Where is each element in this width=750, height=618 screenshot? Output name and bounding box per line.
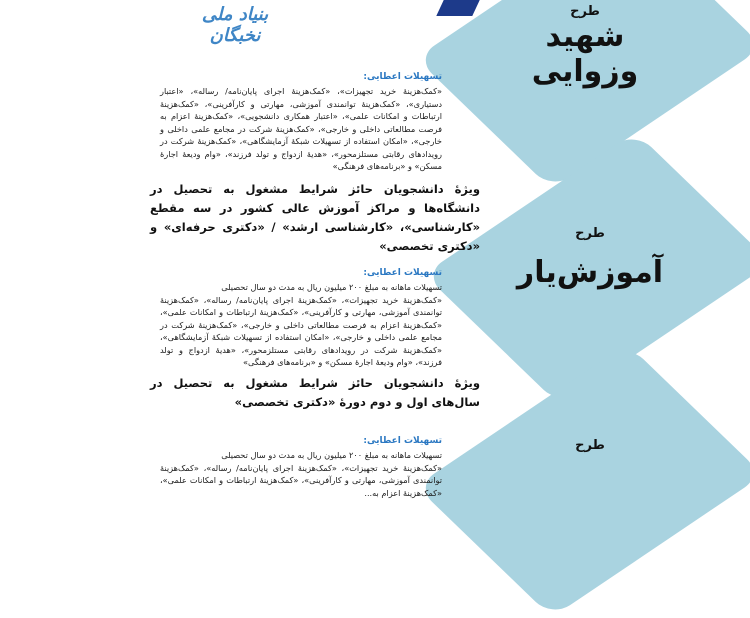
benefits-list: «کمک‌هزینهٔ خرید تجهیزات»، «کمک‌هزینهٔ اجرای پایان‌نامه/ رساله»، «کمک‌هزینهٔ توانمندی آموزشی، مهارتی و کارآفرینی»، «کمک‌هزینهٔ ارتباطات و امکانات علمی»، «کمک‌هزینهٔ اعزام به فرصت مطالعاتی داخلی و خارجی»، «کمک‌هزینهٔ شرکت در مجامع علمی داخلی و خارجی»، «امکان استفاده از تسهیلات شبکهٔ آزمایشگاهی»، «کمک‌هزینهٔ شرکت در رویدادهای رقابتی مستلزمحور»، «هدیهٔ ازدواج و تولد فرزند»، «وام ودیعهٔ اجارهٔ مسکن» و «برنامه‌های فرهنگی» [160, 294, 442, 367]
plan-2-label [505, 226, 675, 290]
plan-2-title: آموزش‌یار [516, 255, 664, 290]
corner-decoration [436, 0, 479, 16]
plan-1-title: شهید وزوایی [531, 19, 639, 89]
benefits-intro: تسهیلات ماهانه به مبلغ ۲۰۰ میلیون ریال به مدت دو سال تحصیلی [221, 282, 442, 292]
benefits-list: «کمک‌هزینهٔ خرید تجهیزات»، «کمک‌هزینهٔ اجرای پایان‌نامه/ رساله»، «اعتبار دستیاری»، «کمک‌هزینهٔ توانمندی آموزشی، مهارتی و کارآفرینی»، «کمک‌هزینهٔ ارتباطات و امکانات علمی»، «اعتبار همکاری دانشجویی»، «کمک‌هزینهٔ اعزام به فرصت مطالعاتی داخلی و خارجی»، «کمک‌هزینهٔ شرکت در مجامع علمی داخلی و خارجی»، «امکان استفاده از تسهیلات شبکهٔ آزمایشگاهی»، «کمک‌هزینهٔ شرکت در رویدادهای رقابتی مستلزمحور»، «هدیهٔ ازدواج و تولد فرزند»، «وام ودیعهٔ اجارهٔ مسکن» و «برنامه‌های فرهنگی» [160, 86, 442, 171]
benefits-list: «کمک‌هزینهٔ خرید تجهیزات»، «کمک‌هزینهٔ اجرای پایان‌نامه/ رساله»، «کمک‌هزینهٔ توانمندی آموزشی، مهارتی و کارآفرینی»، «کمک‌هزینهٔ ارتباطات و امکانات علمی»، «کمک‌هزینهٔ اعزام به... [160, 462, 442, 498]
benefits-heading: تسهیلات اعطایی: [363, 268, 442, 278]
benefits-block-3 [160, 436, 442, 499]
plan-1-label [500, 4, 670, 89]
benefits-block-2 [160, 268, 442, 369]
plan-1-prefix: طرح [570, 4, 600, 19]
eligibility-statement-1: ویژهٔ دانشجویان حائز شرایط مشغول به تحصیل در دانشگاه‌ها و مراکز آموزش عالی کشور در سه مقطع «کارشناسی»، «کارشناسی ارشد» / «دکتری حرفه‌ای» و «دکتری تخصصی» [150, 182, 480, 253]
foundation-logo: بنیاد ملی نخبگان [201, 4, 269, 46]
benefits-heading: تسهیلات اعطایی: [363, 436, 442, 446]
plan-2-prefix: طرح [575, 226, 605, 241]
eligibility-statement-2: ویژهٔ دانشجویان حائز شرایط مشغول به تحصیل در سال‌های اول و دوم دورهٔ «دکتری تخصصی» [150, 376, 480, 409]
benefits-intro: تسهیلات ماهانه به مبلغ ۲۰۰ میلیون ریال به مدت دو سال تحصیلی [221, 450, 442, 460]
plan-3-prefix: طرح [575, 438, 605, 453]
benefits-heading: تسهیلات اعطایی: [363, 72, 442, 82]
plan-3-label [505, 438, 675, 453]
benefits-block-1 [160, 72, 442, 173]
